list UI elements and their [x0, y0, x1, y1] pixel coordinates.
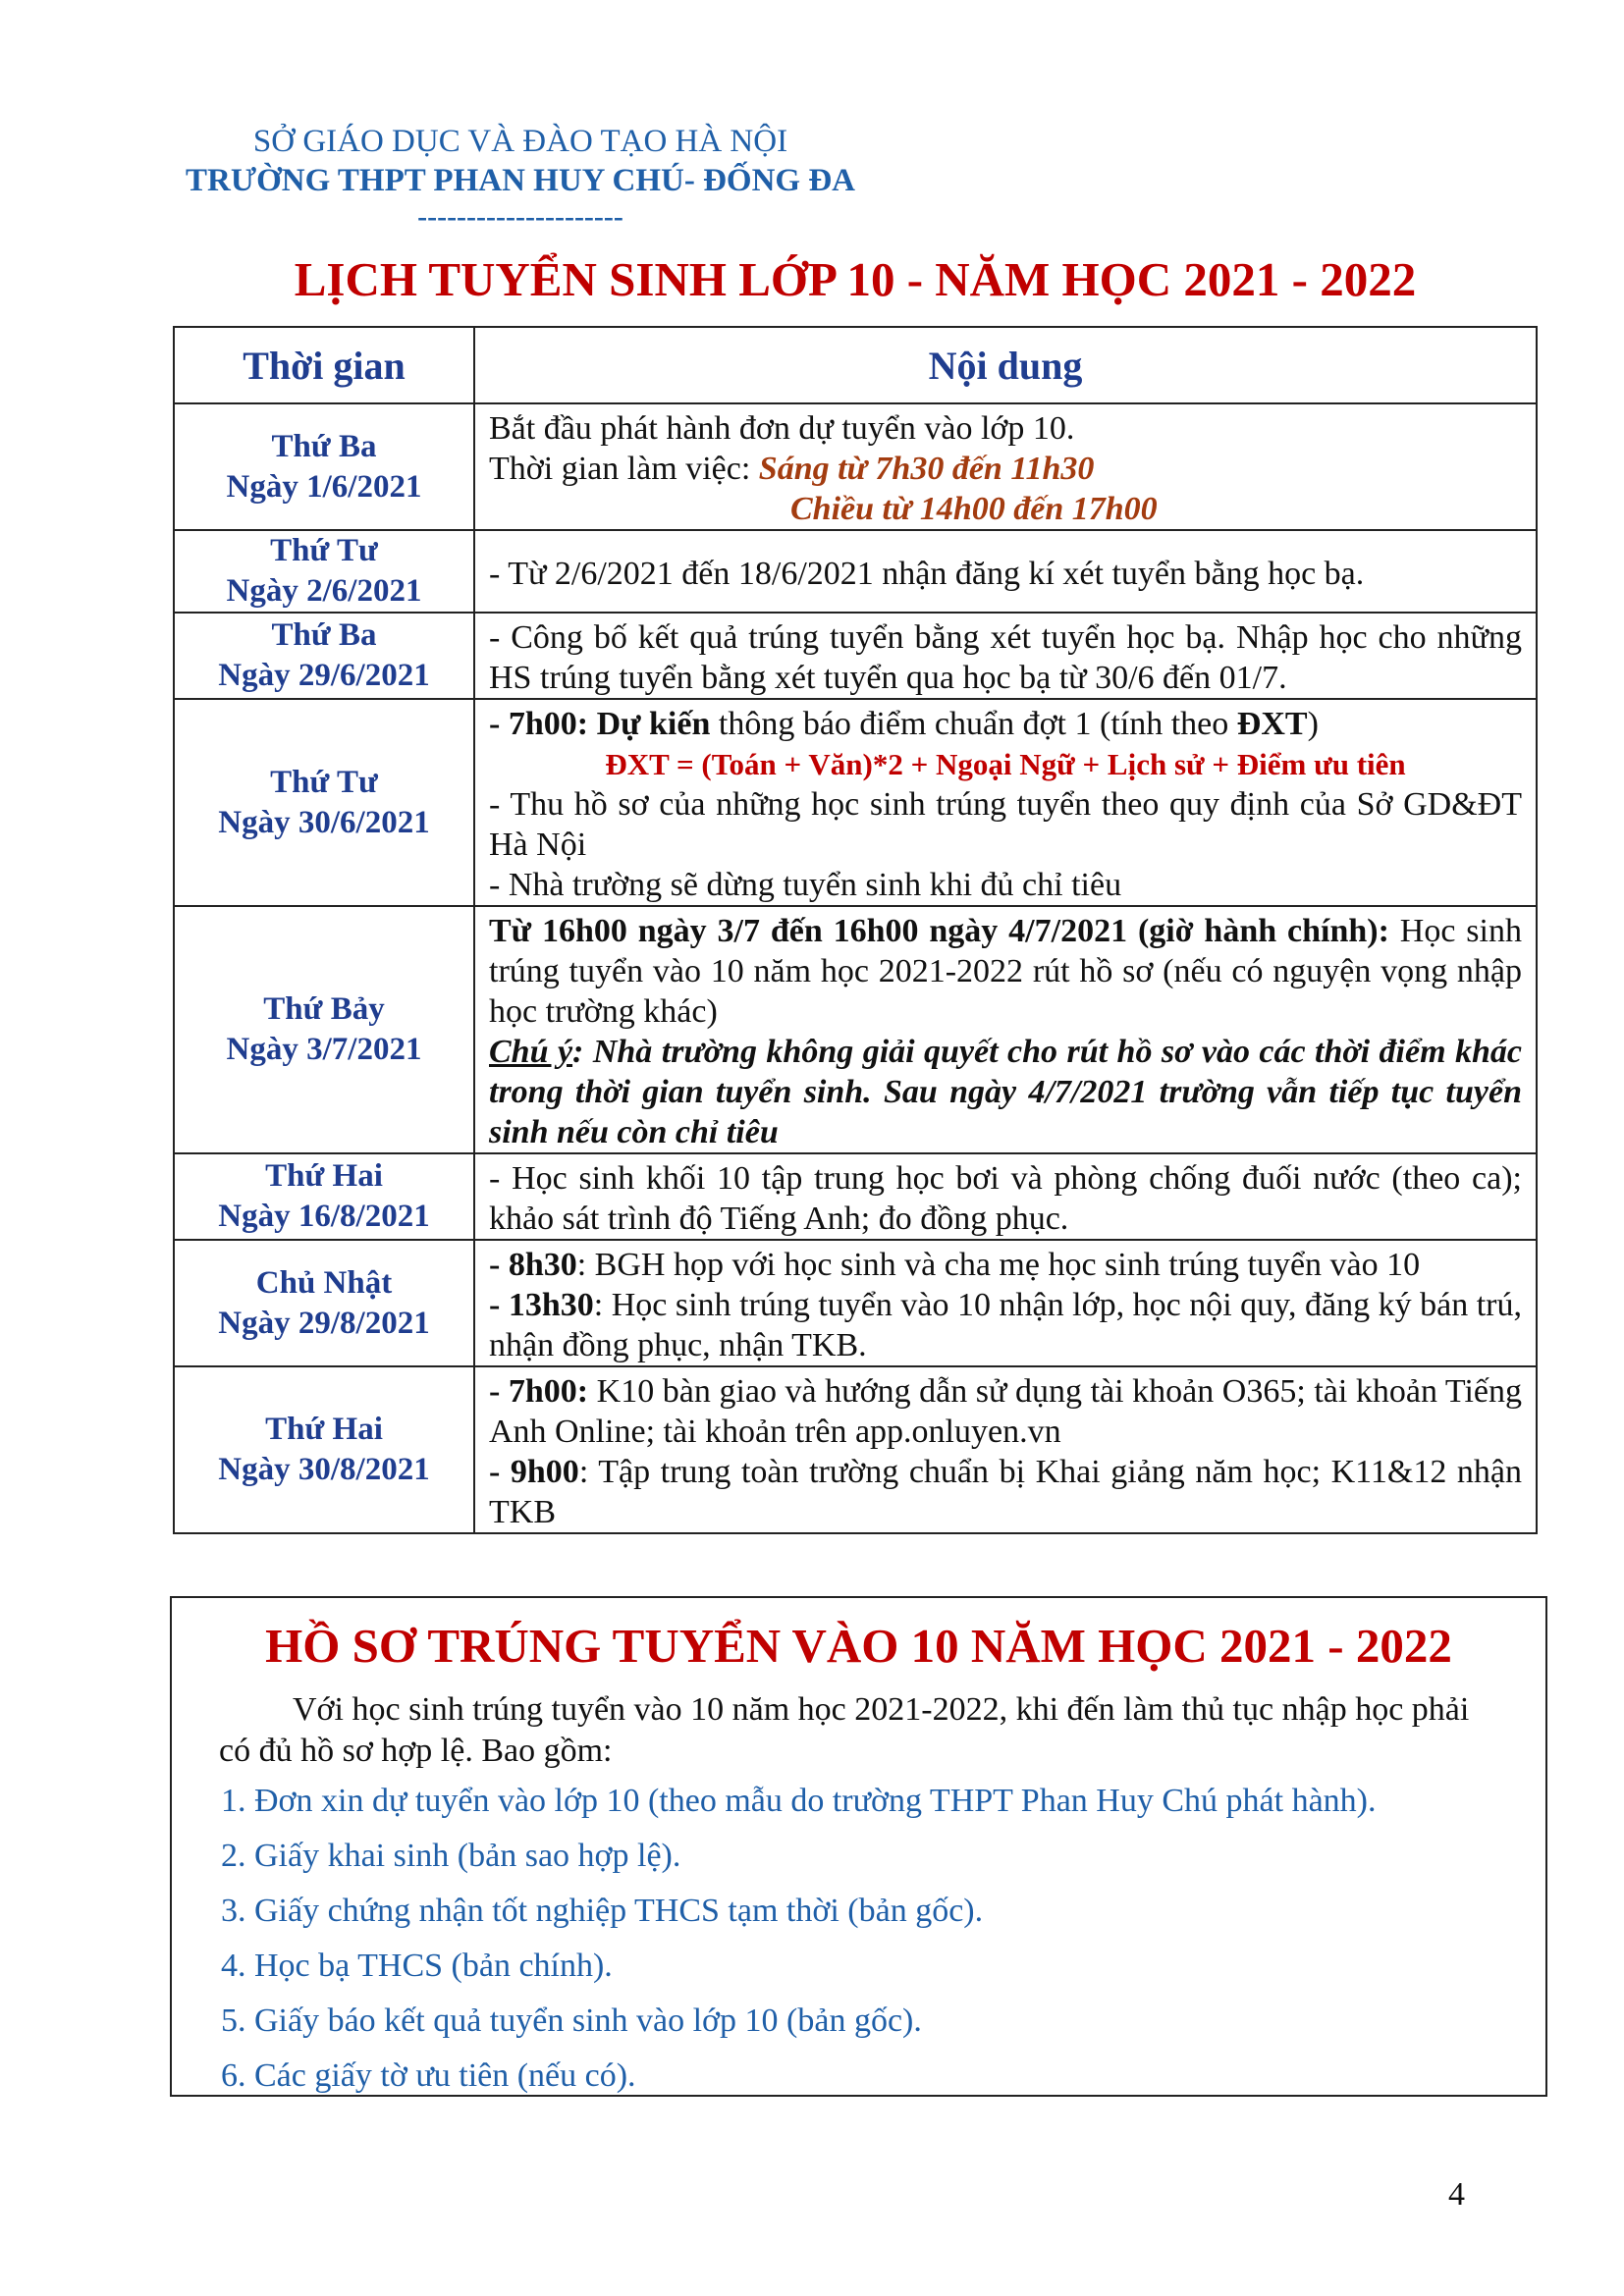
content-line [489, 449, 1522, 489]
table-row [174, 530, 1537, 613]
content-text: : Học sinh trúng tuyển vào 10 nhận lớp, học nội quy, đăng ký bán trú, nhận đồng phục, nhận TKB. [489, 1287, 1522, 1363]
header-divider: --------------------- [417, 200, 623, 233]
date-cell [174, 530, 474, 613]
table-row [174, 403, 1537, 530]
table-header-row [174, 327, 1537, 403]
date-cell [174, 906, 474, 1153]
list-item: 4. Học bạ THCS (bản chính). [221, 1948, 613, 1984]
note [489, 1032, 1522, 1152]
weekday: Thứ Ba [271, 428, 377, 464]
announce-text: thông báo điểm chuẩn đợt 1 (tính theo [710, 706, 1237, 742]
weekday: Thứ Hai [265, 1158, 383, 1194]
score-formula: ĐXT = (Toán + Văn)*2 + Ngoại Ngữ + Lịch sử + Điểm ưu tiên [605, 747, 1406, 781]
table-row [174, 906, 1537, 1153]
content-line: - Nhà trường sẽ dừng tuyển sinh khi đủ chỉ tiêu [489, 867, 1122, 903]
content-cell [474, 403, 1537, 530]
col-time-header: Thời gian [174, 327, 474, 403]
documents-box [170, 1596, 1547, 2097]
date-cell [174, 403, 474, 530]
note-text: : Nhà trường không giải quyết cho rút hồ sơ vào các thời điểm khác trong thời gian tuyển sinh. Sau ngày 4/7/2021 trường vẫn tiếp tục tuyển sinh nếu còn chỉ tiêu [489, 1034, 1522, 1150]
date: Ngày 16/8/2021 [218, 1199, 430, 1234]
content-line: - Công bố kết quả trúng tuyển bằng xét tuyển học bạ. Nhập học cho những HS trúng tuyển bằng xét tuyển qua học bạ từ 30/6 đến 01/7. [489, 619, 1522, 696]
date: Ngày 2/6/2021 [226, 573, 422, 609]
note-label: Chú ý [489, 1034, 573, 1070]
content-line: - Từ 2/6/2021 đến 18/6/2021 nhận đăng kí xét tuyển bằng học bạ. [489, 555, 1365, 592]
content-cell [474, 1153, 1537, 1240]
working-hours-label: Thời gian làm việc: [489, 451, 759, 487]
time-label: - 7h00: [489, 706, 589, 742]
content-cell [474, 613, 1537, 699]
content-text: : BGH họp với học sinh và cha mẹ học sinh trúng tuyển vào 10 [576, 1247, 1421, 1283]
table-row [174, 1153, 1537, 1240]
school-name: TRƯỜNG THPT PHAN HUY CHÚ- ĐỐNG ĐA [185, 163, 855, 198]
content-line [489, 1371, 1522, 1452]
weekday: Chủ Nhật [255, 1264, 393, 1301]
morning-hours: Sáng từ 7h30 đến 11h30 [758, 451, 1095, 487]
list-item: 2. Giấy khai sinh (bản sao hợp lệ). [221, 1838, 681, 1874]
col-content-header: Nội dung [474, 327, 1537, 403]
table-row [174, 1366, 1537, 1533]
weekday: Thứ Ba [271, 617, 377, 653]
content-text: : Tập trung toàn trường chuẩn bị Khai giảng năm học; K11&12 nhận TKB [489, 1454, 1522, 1530]
date: Ngày 29/8/2021 [218, 1305, 430, 1341]
list-item: 1. Đơn xin dự tuyển vào lớp 10 (theo mẫu do trường THPT Phan Huy Chú phát hành). [221, 1783, 1377, 1819]
content-line [489, 489, 1522, 529]
documents-intro: Với học sinh trúng tuyển vào 10 năm học 2021-2022, khi đến làm thủ tục nhập học phải có đủ hồ sơ hợp lệ. Bao gồm: [219, 1691, 1470, 1769]
expected-label: Dự kiến [588, 706, 711, 742]
weekday: Thứ Hai [265, 1412, 383, 1447]
table-row [174, 1240, 1537, 1366]
content-line: - Học sinh khối 10 tập trung học bơi và phòng chống đuối nước (theo ca); khảo sát trình độ Tiếng Anh; đo đồng phục. [489, 1160, 1522, 1237]
content-line: Bắt đầu phát hành đơn dự tuyển vào lớp 10. [489, 410, 1075, 447]
content-line [489, 911, 1522, 1032]
time-label: - 8h30 [489, 1247, 577, 1283]
time-label: - 7h00: [489, 1373, 589, 1410]
content-text: K10 bàn giao và hướng dẫn sử dụng tài khoản O365; tài khoản Tiếng Anh Online; tài khoản trên app.onluyen.vn [489, 1373, 1523, 1450]
content-line [489, 1452, 1522, 1532]
content-line: - Thu hồ sơ của những học sinh trúng tuyển theo quy định của Sở GD&ĐT Hà Nội [489, 786, 1522, 863]
content-line [489, 704, 1522, 744]
time-label: - 9h00 [489, 1454, 579, 1490]
table-row [174, 613, 1537, 699]
schedule-table [173, 326, 1538, 1534]
documents-title: HỒ SƠ TRÚNG TUYỂN VÀO 10 NĂM HỌC 2021 - 2022 [265, 1619, 1452, 1673]
content-cell [474, 1366, 1537, 1533]
date: Ngày 30/8/2021 [218, 1452, 430, 1487]
content-line [489, 1245, 1522, 1285]
content-cell [474, 530, 1537, 613]
content-line [489, 1285, 1522, 1365]
afternoon-hours: Chiều từ 14h00 đến 17h00 [790, 491, 1158, 527]
table-row [174, 699, 1537, 906]
time-label: - 13h30 [489, 1287, 594, 1323]
department-name: SỞ GIÁO DỤC VÀ ĐÀO TẠO HÀ NỘI [252, 124, 788, 159]
paren-close: ) [1307, 706, 1319, 742]
date-cell [174, 1366, 474, 1533]
content-cell [474, 699, 1537, 906]
list-item: 6. Các giấy tờ ưu tiên (nếu có). [221, 2057, 636, 2094]
withdraw-period: Từ 16h00 ngày 3/7 đến 16h00 ngày 4/7/2021 (giờ hành chính): [489, 913, 1389, 949]
list-item: 5. Giấy báo kết quả tuyển sinh vào lớp 10 (bản gốc). [221, 2002, 922, 2039]
date: Ngày 3/7/2021 [226, 1032, 422, 1067]
content-cell [474, 906, 1537, 1153]
dxt-label: ĐXT [1236, 706, 1308, 742]
list-item: 3. Giấy chứng nhận tốt nghiệp THCS tạm thời (bản gốc). [221, 1893, 984, 1929]
weekday: Thứ Tư [270, 533, 378, 568]
date-cell [174, 1153, 474, 1240]
page-number: 4 [1448, 2176, 1465, 2213]
schedule-title: LỊCH TUYỂN SINH LỚP 10 - NĂM HỌC 2021 - 2022 [294, 252, 1417, 306]
date: Ngày 1/6/2021 [226, 468, 422, 505]
date: Ngày 30/6/2021 [218, 804, 430, 840]
date-cell [174, 613, 474, 699]
weekday: Thứ Tư [270, 764, 378, 800]
content-cell [474, 1240, 1537, 1366]
withdraw-text: Học sinh trúng tuyển vào 10 năm học 2021-2022 rút hồ sơ (nếu có nguyện vọng nhập học trường khác) [489, 913, 1522, 1030]
date-cell [174, 1240, 474, 1366]
date: Ngày 29/6/2021 [218, 658, 430, 693]
weekday: Thứ Bảy [263, 991, 385, 1027]
documents-list [221, 1781, 1527, 2110]
date-cell [174, 699, 474, 906]
